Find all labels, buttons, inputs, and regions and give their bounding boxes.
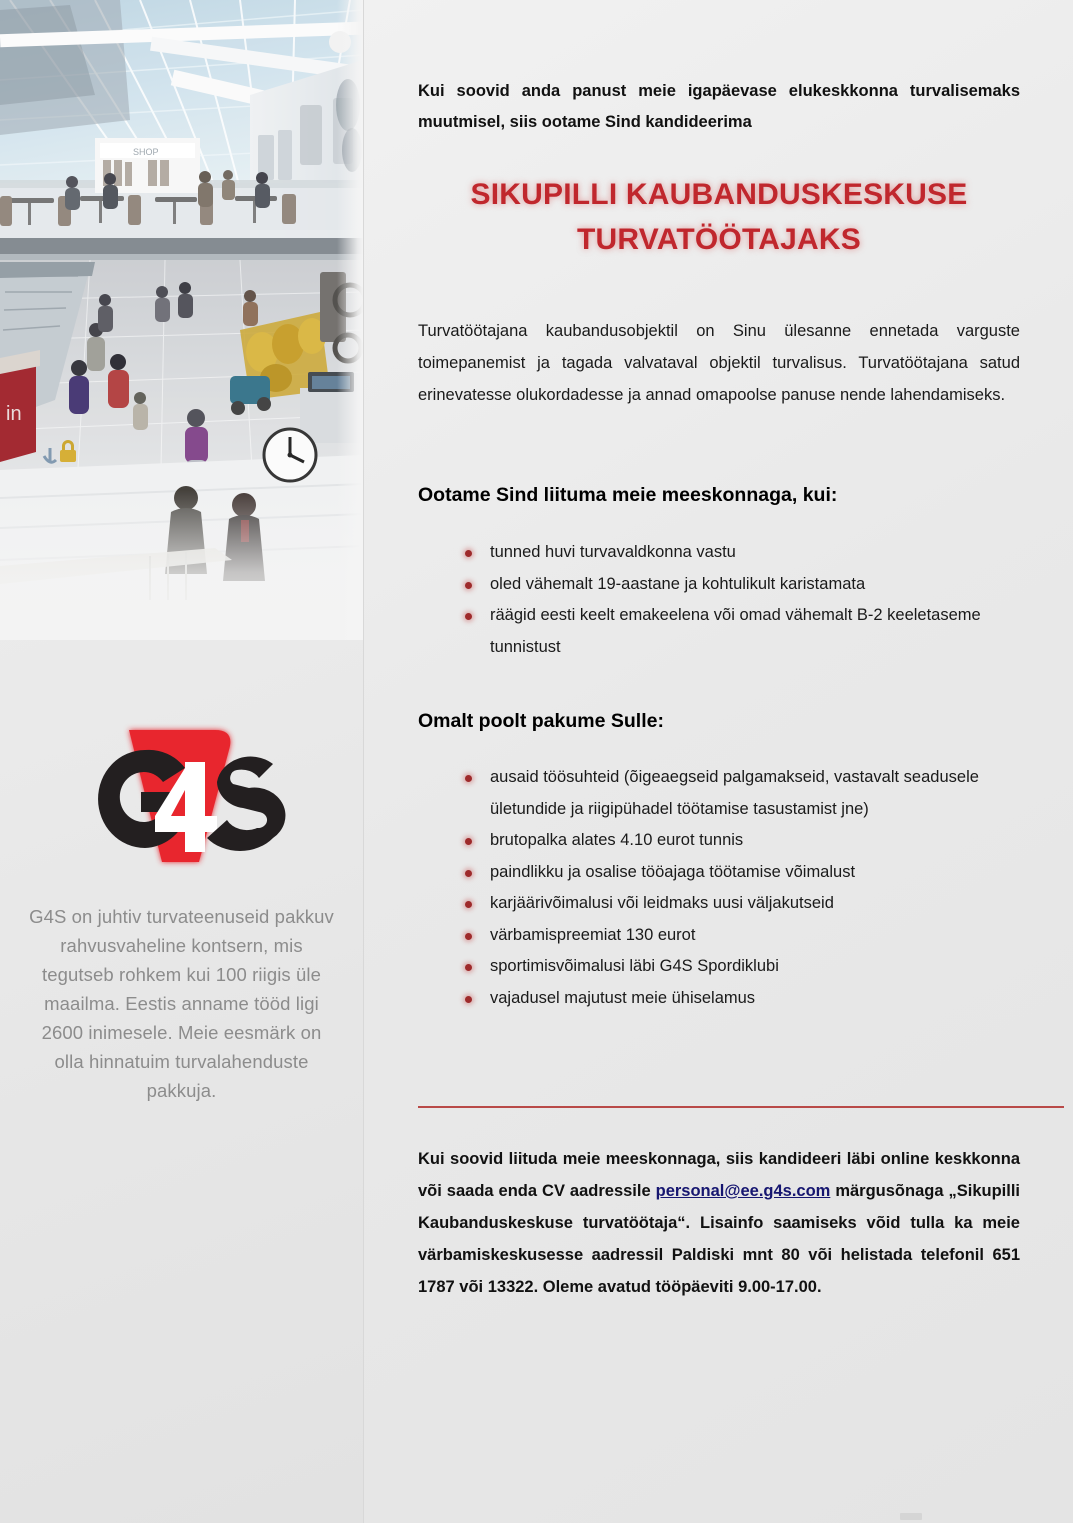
list-item: värbamispreemiat 130 eurot [418, 920, 1018, 952]
list-item: karjäärivõimalusi või leidmaks uusi väljakutseid [418, 888, 1018, 920]
requirements-heading: Ootame Sind liituma meie meeskonnaga, kui: [418, 484, 838, 506]
intro-paragraph [418, 76, 1020, 138]
application-info [418, 1143, 1020, 1303]
intro-text: Kui soovid anda panust meie igapäevase elukeskkonna turvalisemaks muutmisel, siis ootame Sind kandideerima [418, 82, 1020, 131]
list-item: räägid eesti keelt emakeelena või omad vähemalt B-2 keeletaseme tunnistust [418, 600, 1018, 663]
list-item: vajadusel majutust meie ühiselamus [418, 983, 1018, 1015]
list-item: sportimisvõimalusi läbi G4S Spordiklubi [418, 951, 1018, 983]
section-divider [418, 1106, 1064, 1108]
requirements-list [418, 537, 1018, 663]
job-title-line2: TURVATÖÖTAJAKS [577, 223, 861, 256]
job-title-line1: SIKUPILLI KAUBANDUSKESKUSE [470, 178, 968, 211]
sidebar [0, 0, 363, 1523]
application-info-part2: märgusõnaga „Sikupilli Kaubanduskeskuse turvatöötaja“. Lisainfo saamiseks võid tulla ka meie värbamiskeskusesse aadressil Paldiski mnt 80 või helistada telefonil 651 1787 või 13322. Oleme avatud tööpäeviti 9.00-17.00. [418, 1182, 1020, 1296]
list-item: brutopalka alates 4.10 eurot tunnis [418, 825, 1018, 857]
application-info-part1: Kui soovid liituda meie meeskonnaga, siis kandideeri läbi online keskkonna või saada enda CV aadressile [418, 1150, 1020, 1200]
job-description: Turvatöötajana kaubandusobjektil on Sinu ülesanne ennetada varguste toimepanemist ja tagada valvataval objektil turvalisus. Turvatöötajana satud erinevatesse olukordadesse ja annad omapoolse panuse nende lahendamiseks. [418, 322, 1020, 404]
page-bottom-artifact [900, 1513, 922, 1520]
g4s-logo [0, 712, 363, 887]
company-blurb: G4S on juhtiv turvateenuseid pakkuv rahvusvaheline kontsern, mis tegutseb rohkem kui 100 riigis üle maailma. Eestis anname tööd ligi 2600 inimesele. Meie eesmärk on olla hinnatuim turvalahenduste pakkuja. [29, 906, 334, 1101]
svg-text:SHOP: SHOP [133, 147, 159, 157]
mall-interior-photo [0, 0, 363, 640]
list-item: paindlikku ja osalise tööajaga töötamise võimalust [418, 857, 1018, 889]
svg-text:in: in [6, 403, 22, 425]
email-link[interactable]: personal@ee.g4s.com [655, 1182, 831, 1200]
offer-heading: Omalt poolt pakume Sulle: [418, 710, 664, 732]
list-item: oled vähemalt 19-aastane ja kohtulikult karistamata [418, 569, 1018, 601]
offer-list [418, 762, 1018, 1014]
main-content [363, 0, 1073, 1523]
list-item: ausaid töösuhteid (õigeaegseid palgamakseid, vastavalt seadusele ületundide ja riigipühadel töötamise tasustamist jne) [418, 762, 1018, 825]
g4s-logo-mark [67, 720, 297, 880]
photo-illustration [0, 0, 363, 640]
job-title [418, 172, 1020, 262]
list-item: tunned huvi turvavaldkonna vastu [418, 537, 1018, 569]
